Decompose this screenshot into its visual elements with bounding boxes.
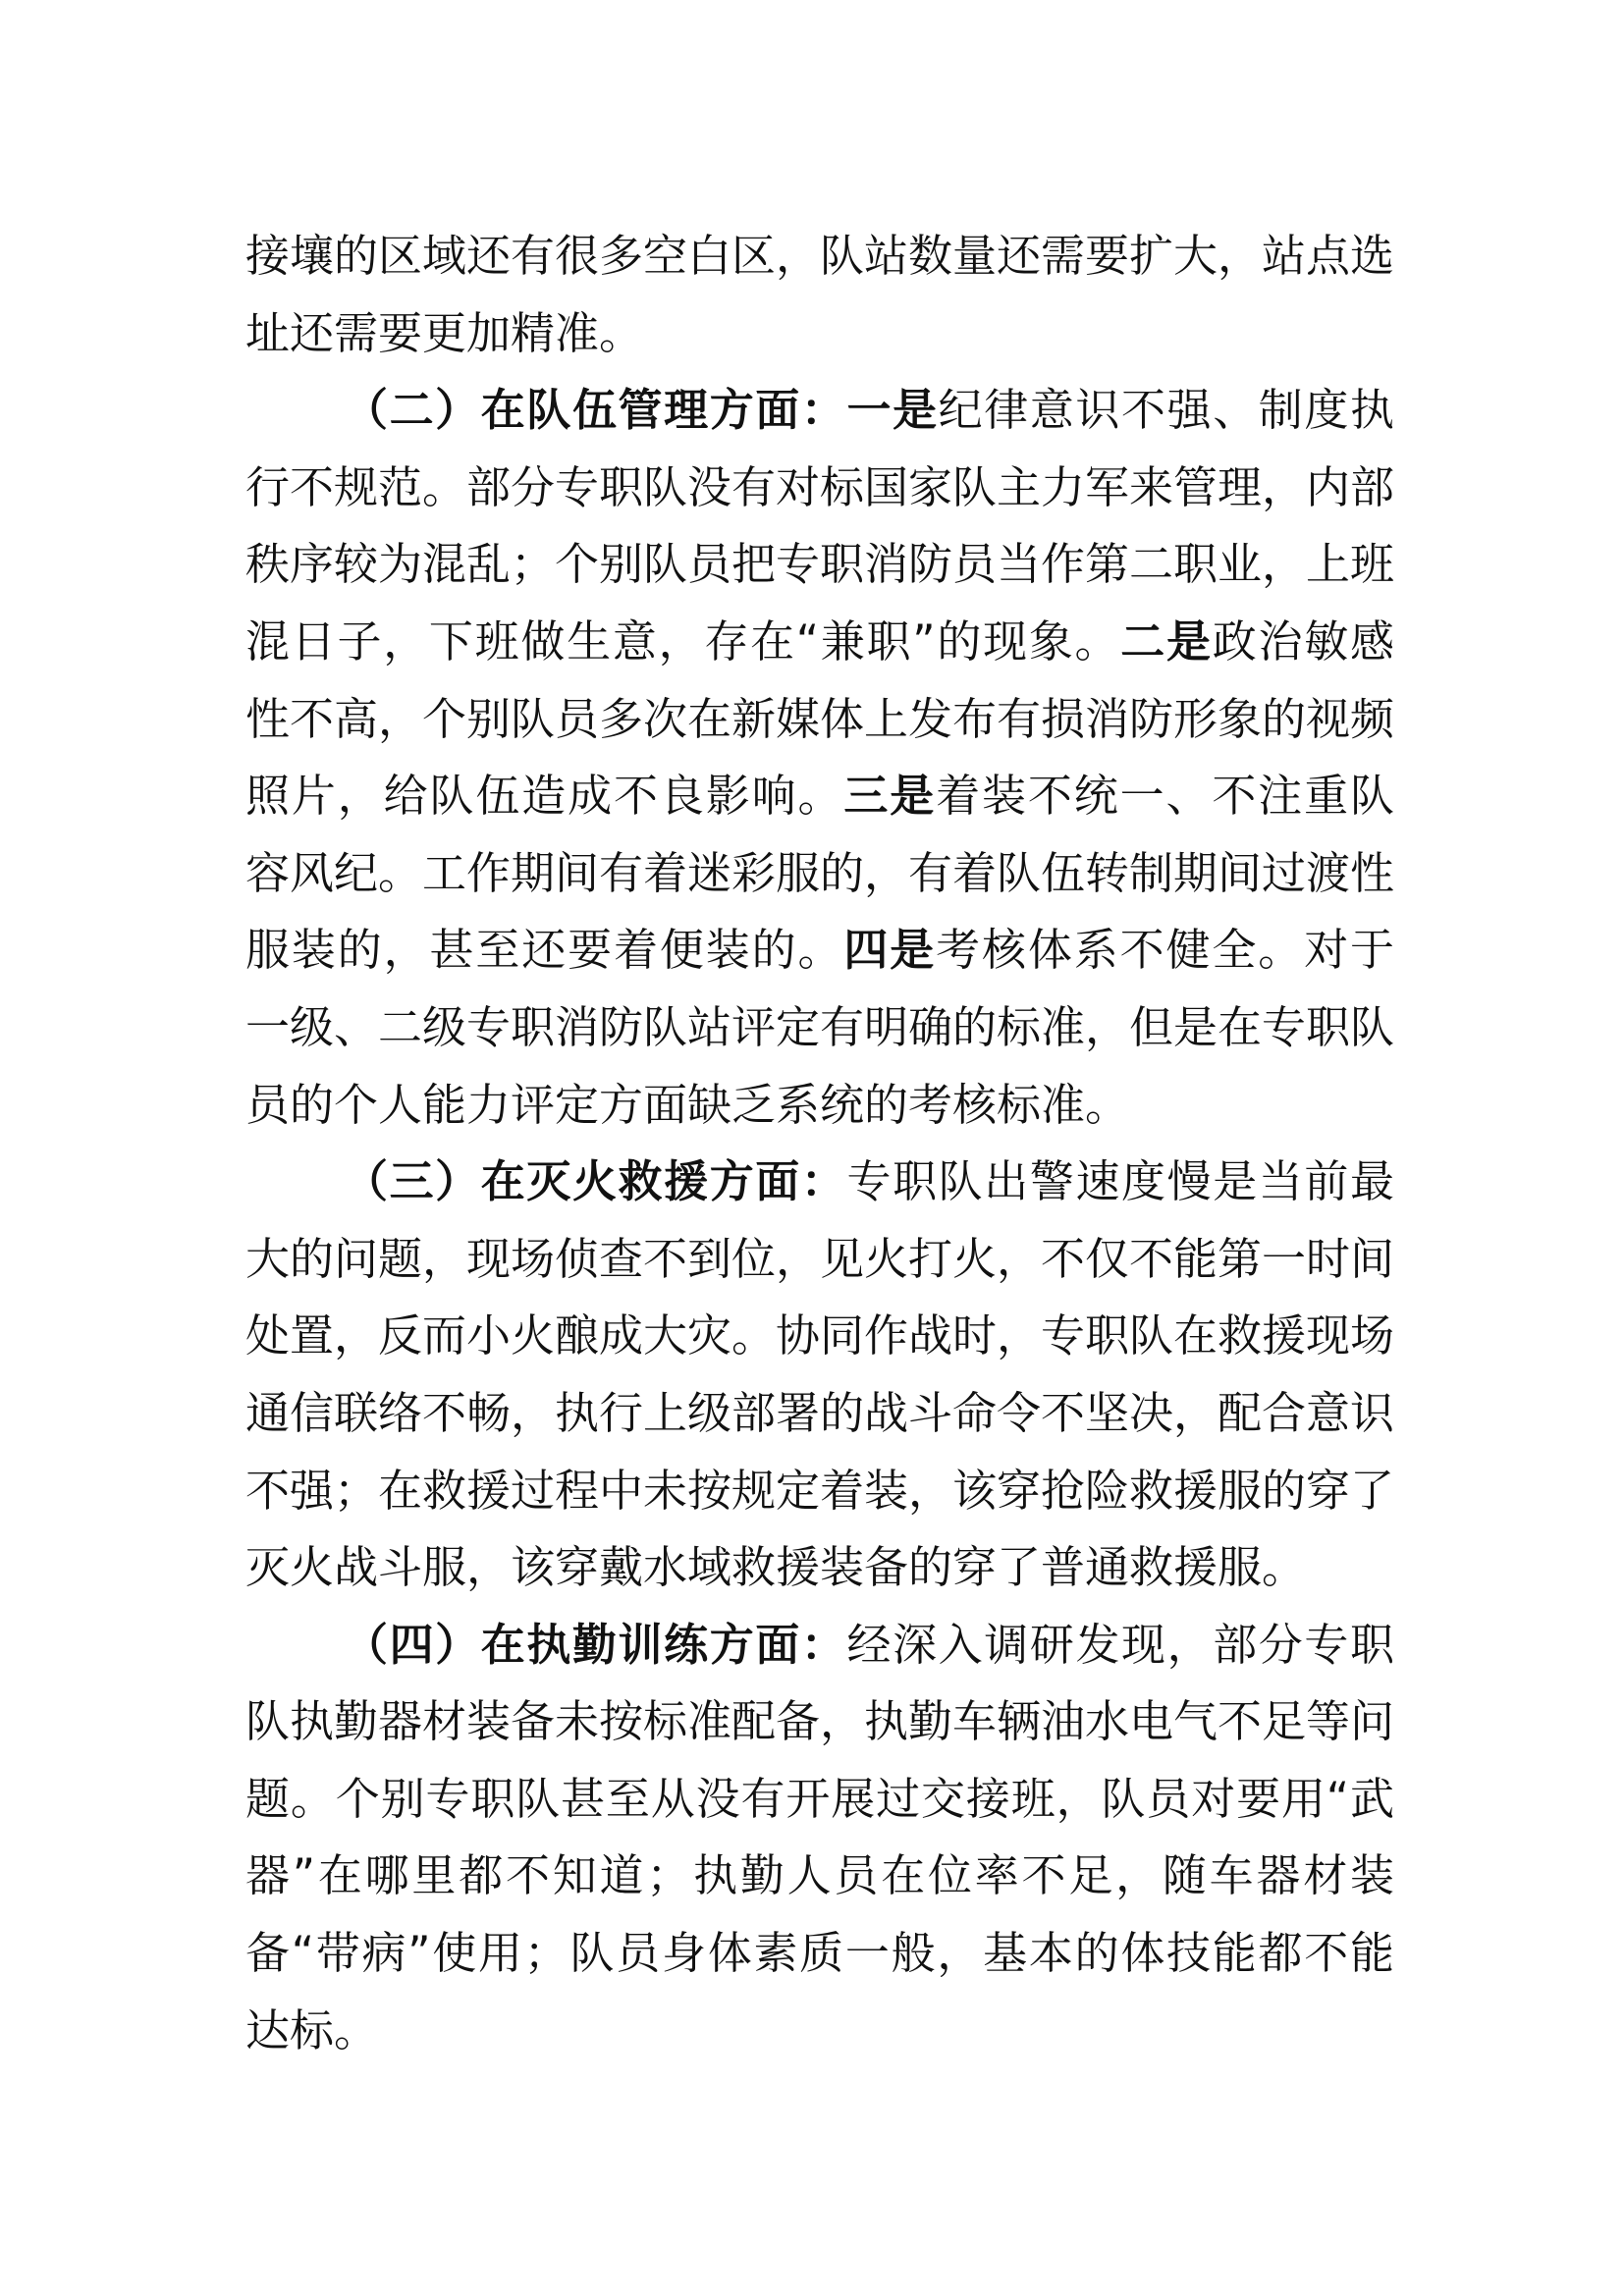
paragraph-continued-sites	[245, 218, 1394, 372]
point-label: 二是	[1120, 614, 1213, 667]
point-label: 四是	[843, 924, 937, 977]
section-heading: （三）在灭火救援方面：	[344, 1155, 847, 1208]
text-span: 考核体系不健全。对于一级、二级专职消防队站评定有明确的标准，但是在专职队员的个人能力评定方面缺乏系统的考核标准。	[245, 924, 1395, 1131]
text-span: 接壤的区域还有很多空白区，队站数量还需要扩大，站点选址还需要更加精准。	[245, 230, 1395, 359]
text-span: 政治敏感性不高，个别队员多次在新媒体上发布有损消防形象的视频照片，给队伍造成不良影响。	[245, 614, 1395, 823]
document-page	[245, 218, 1394, 2069]
paragraph-duty-training	[245, 1607, 1394, 2070]
paragraph-team-management	[245, 372, 1394, 1144]
text-span: 经深入调研发现，部分专职队执勤器材装备未按标准配备，执勤车辆油水电气不足等问题。个别专职队甚至从没有开展过交接班，队员对要用“武器”在哪里都不知道；执勤人员在位率不足，随车器材装备“带病”使用；队员身体素质一般，基本的体技能都不能达标。	[245, 1618, 1395, 2056]
paragraph-firefighting-rescue	[245, 1144, 1394, 1607]
text-span: 专职队出警速度慢是当前最大的问题，现场侦查不到位，见火打火，不仅不能第一时间处置，反而小火酿成大灾。协同作战时，专职队在救援现场通信联络不畅，执行上级部署的战斗命令不坚决，配合意识不强；在救援过程中未按规定着装，该穿抢险救援服的穿了灭火战斗服，该穿戴水域救援装备的穿了普通救援服。	[245, 1155, 1395, 1594]
text-span: 纪律意识不强、制度执行不规范。部分专职队没有对标国家队主力军来管理，内部秩序较为混乱；个别队员把专职消防员当作第二职业，上班混日子，下班做生意，存在“兼职”的现象。	[245, 384, 1395, 667]
section-heading: （二）在队伍管理方面：	[344, 384, 847, 437]
text-span: 着装不统一、不注重队容风纪。工作期间有着迷彩服的，有着队伍转制期间过渡性服装的，甚至还要着便装的。	[245, 770, 1395, 977]
point-label: 一是	[846, 384, 939, 437]
section-heading: （四）在执勤训练方面：	[344, 1618, 847, 1671]
point-label: 三是	[843, 770, 937, 823]
